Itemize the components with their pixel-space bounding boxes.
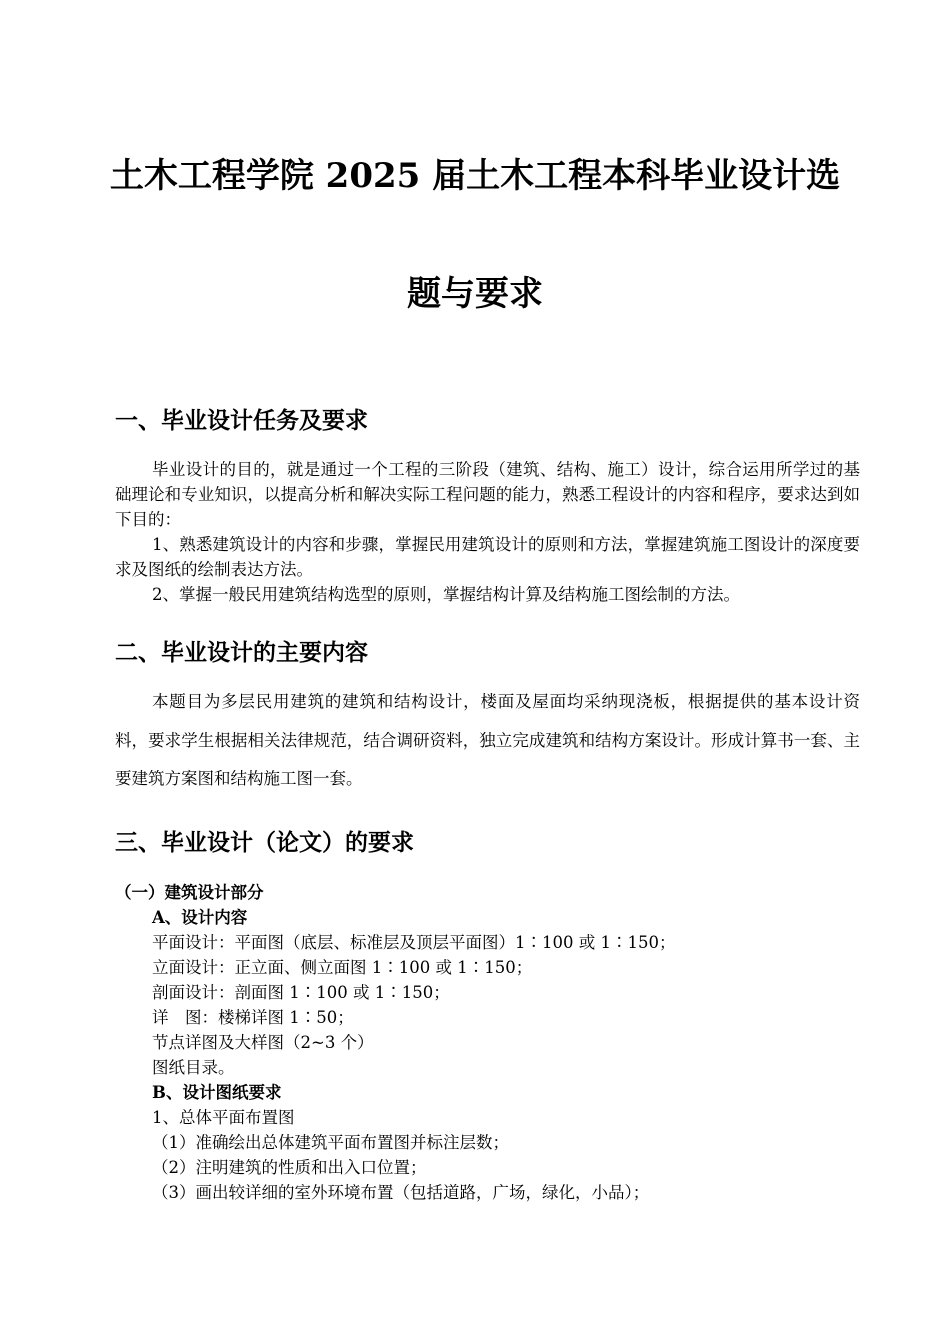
design-content-item-4: 详 图：楼梯详图 1∶50； (152, 1008, 354, 1027)
document-title-line-2: 题与要求 (407, 274, 543, 314)
design-content-item-6: 图纸目录。 (152, 1058, 235, 1077)
design-content-heading: A、设计内容 (152, 908, 248, 927)
design-content-item-5: 节点详图及大样图（2~3 个） (152, 1033, 374, 1052)
subsection-building-design-heading: （一）建筑设计部分 (115, 883, 264, 902)
section-1-paragraph: 毕业设计的目的，就是通过一个工程的三阶段（建筑、结构、施工）设计，综合运用所学过的基础理论和专业知识，以提高分析和解决实际工程问题的能力，熟悉工程设计的内容和程序，要求达到如下目的： (115, 460, 860, 529)
design-content-item-3: 剖面设计：剖面图 1∶100 或 1∶150； (152, 983, 450, 1002)
document-title-line-1: 土木工程学院 2025 届土木工程本科毕业设计选 (109, 156, 841, 196)
section-1-item-2: 2、掌握一般民用建筑结构选型的原则，掌握结构计算及结构施工图绘制的方法。 (152, 585, 740, 604)
section-1-body (115, 457, 860, 607)
section-1-heading: 一、毕业设计任务及要求 (115, 407, 368, 434)
section-3-heading: 三、毕业设计（论文）的要求 (115, 829, 414, 856)
design-content-item-1: 平面设计：平面图（底层、标准层及顶层平面图）1∶100 或 1∶150； (152, 933, 676, 952)
drawing-requirement-subitem-2: （2）注明建筑的性质和出入口位置； (152, 1158, 427, 1177)
drawing-requirements-heading: B、设计图纸要求 (152, 1083, 282, 1102)
drawing-requirement-item-1: 1、总体平面布置图 (152, 1108, 295, 1127)
section-2-heading: 二、毕业设计的主要内容 (115, 639, 368, 666)
section-2-paragraph: 本题目为多层民用建筑的建筑和结构设计，楼面及屋面均采纳现浇板，根据提供的基本设计资料，要求学生根据相关法律规范，结合调研资料，独立完成建筑和结构方案设计。形成计算书一套、主要建筑方案图和结构施工图一套。 (115, 692, 860, 788)
section-1-item-1: 1、熟悉建筑设计的内容和步骤，掌握民用建筑设计的原则和方法，掌握建筑施工图设计的深度要求及图纸的绘制表达方法。 (115, 535, 860, 579)
design-content-item-2: 立面设计：正立面、侧立面图 1∶100 或 1∶150； (152, 958, 533, 977)
drawing-requirement-subitem-1: （1）准确绘出总体建筑平面布置图并标注层数； (152, 1133, 509, 1152)
drawing-requirement-subitem-3: （3）画出较详细的室外环境布置（包括道路，广场，绿化，小品）； (152, 1183, 650, 1202)
